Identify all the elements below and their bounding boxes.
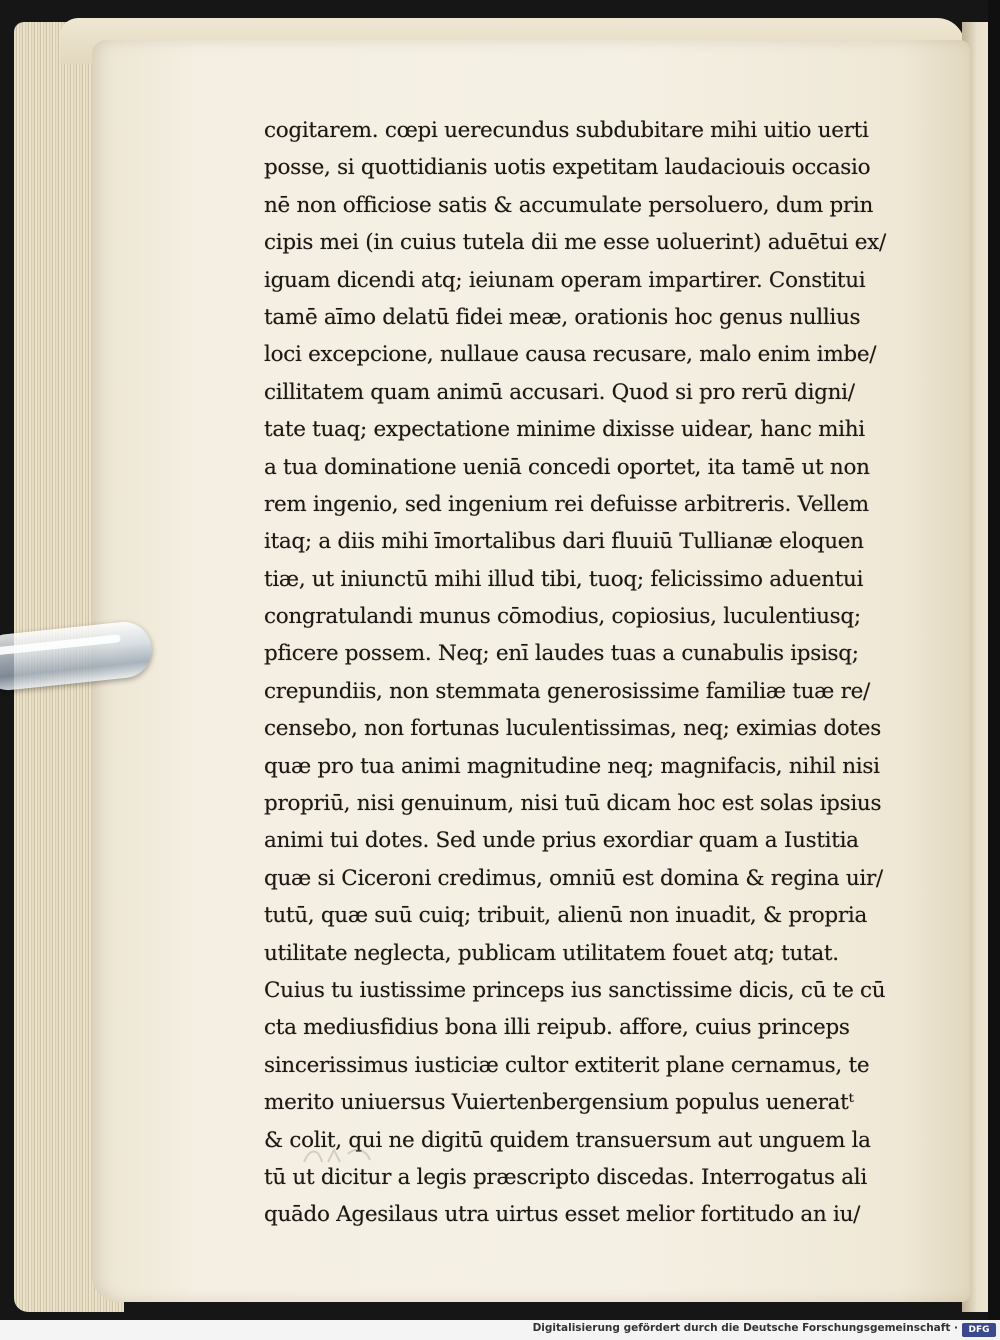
text-line: quādo Agesilaus utra uirtus esset melior fortitudo an iu/: [264, 1202, 861, 1228]
text-line: utilitate neglecta, publicam utilitatem fouet atq; tutat.: [264, 940, 839, 966]
text-line: crepundiis, non stemmata generosissime familiæ tuæ re/: [264, 678, 870, 704]
text-line: censebo, non fortunas luculentissimas, neq; eximias dotes: [264, 716, 881, 742]
glass-highlight: [0, 634, 121, 656]
text-line: Cuius tu iustissime princeps ius sanctissime dicis, cū te cū: [264, 977, 886, 1003]
text-line: cipis mei (in cuius tutela dii me esse uoluerint) aduētui ex/: [264, 230, 886, 256]
dfg-logo-icon: DFG: [962, 1323, 996, 1337]
text-line: nē non officiose satis & accumulate persoluero, dum prin: [264, 192, 874, 218]
text-line: iguam dicendi atq; ieiunam operam impartirer. Constitui: [264, 267, 866, 293]
footer-bar: [0, 1320, 1000, 1340]
text-line: & colit, qui ne digitū quidem transuersum aut unguem la: [264, 1127, 871, 1153]
text-line: tamē aīmo delatū fidei meæ, orationis hoc genus nullius: [264, 304, 861, 330]
text-line: rem ingenio, sed ingenium rei defuisse arbitreris. Vellem: [264, 491, 869, 517]
text-line: tiæ, ut iniunctū mihi illud tibi, tuoq; felicissimo aduentui: [264, 566, 864, 592]
text-line: loci excepcione, nullaue causa recusare, malo enim imbe/: [264, 342, 877, 368]
text-line: cillitatem quam animū accusari. Quod si pro rerū digni/: [264, 379, 855, 405]
text-line: congratulandi munus cōmodius, copiosius, luculentiusq;: [264, 604, 861, 630]
text-line: sincerissimus iusticiæ cultor extiterit plane cernamus, te: [264, 1052, 870, 1078]
text-line: quæ pro tua animi magnitudine neq; magnifacis, nihil nisi: [264, 753, 880, 779]
text-line: animi tui dotes. Sed unde prius exordiar quam a Iustitia: [264, 828, 859, 854]
text-line: propriū, nisi genuinum, nisi tuū dicam hoc est solas ipsius: [264, 791, 882, 817]
text-line: pficere possem. Neq; enī laudes tuas a cunabulis ipsisq;: [264, 641, 859, 667]
text-line: itaq; a diis mihi īmortalibus dari fluuiū Tullianæ eloquen: [264, 529, 864, 555]
signature-mark: [300, 1142, 380, 1168]
text-line: posse, si quottidianis uotis expetitam laudaciouis occasio: [264, 155, 871, 181]
text-line: quæ si Ciceroni credimus, omniū est domina & regina uir/: [264, 865, 883, 891]
text-line: tate tuaq; expectatione minime dixisse uidear, hanc mihi: [264, 417, 865, 443]
text-block: [264, 112, 914, 1234]
book-edge-shadow: [988, 0, 1000, 1340]
text-line: cta mediusfidius bona illi reipub. affore, cuius princeps: [264, 1015, 850, 1041]
text-line: merito uniuersus Vuiertenbergensium populus ueneratᵗ: [264, 1090, 854, 1116]
footer-credit: Digitalisierung gefördert durch die Deutsche Forschungsgemeinschaft ·: [532, 1322, 958, 1334]
text-line: cogitarem. cœpi uerecundus subdubitare mihi uitio uerti: [264, 118, 869, 143]
text-line: a tua dominatione ueniā concedi oportet, ita tamē ut non: [264, 454, 870, 480]
text-line: tū ut dicitur a legis præscripto discedas. Interrogatus ali: [264, 1164, 867, 1190]
text-line: tutū, quæ suū cuiq; tribuit, alienū non inuadit, & propria: [264, 903, 867, 929]
